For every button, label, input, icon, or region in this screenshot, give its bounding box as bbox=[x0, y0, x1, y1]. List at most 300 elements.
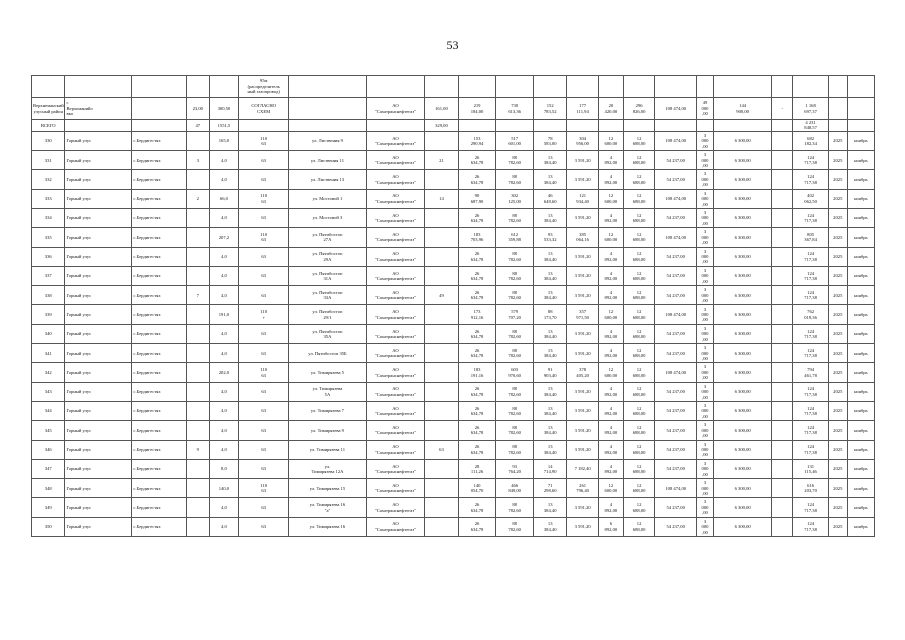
table-cell bbox=[772, 76, 793, 98]
table-cell: 6 892,00 bbox=[598, 517, 623, 536]
table-cell: 63 bbox=[425, 440, 458, 459]
table-cell: 2025 bbox=[828, 344, 847, 363]
table-cell: 66,0 bbox=[209, 189, 238, 208]
table-cell: ул. Тимирязева 5 bbox=[289, 363, 366, 382]
table-cell: 13 384,40 bbox=[533, 401, 566, 420]
table-cell: 4 892,00 bbox=[598, 401, 623, 420]
table-cell: 4,0 bbox=[209, 344, 238, 363]
table-cell: 2025 bbox=[828, 363, 847, 382]
table-cell bbox=[772, 324, 793, 343]
table-cell: 6 300,00 bbox=[713, 305, 772, 324]
table-cell bbox=[425, 459, 458, 478]
table-cell: с.Бердигестях bbox=[132, 401, 186, 420]
table-cell: 88 782,60 bbox=[496, 324, 534, 343]
table-cell: 13 384,40 bbox=[533, 286, 566, 305]
table-cell: АО "Сахатранснефтегаз" bbox=[366, 344, 425, 363]
table-cell: 183 703,96 bbox=[458, 228, 496, 247]
table-cell bbox=[425, 305, 458, 324]
table-cell bbox=[772, 209, 793, 228]
table-cell: 349 bbox=[32, 498, 65, 517]
table-cell: Горный улус bbox=[65, 170, 132, 189]
table-cell: 49 bbox=[425, 286, 458, 305]
table-cell: 6 300,00 bbox=[713, 517, 772, 536]
table-cell: с.Бердигестях bbox=[132, 421, 186, 440]
table-cell: 4 892,00 bbox=[598, 151, 623, 170]
table-cell bbox=[623, 120, 654, 132]
table-cell: 13 384,40 bbox=[533, 266, 566, 285]
table-cell: 6 300,00 bbox=[713, 247, 772, 266]
table-cell bbox=[847, 76, 874, 98]
table-cell: 4 892,00 bbox=[598, 247, 623, 266]
table-cell: 2025 bbox=[828, 209, 847, 228]
table-cell: с.Бердигестях bbox=[132, 479, 186, 498]
table-cell: 3 000 ,00 bbox=[697, 363, 714, 382]
table-cell: 121 934,40 bbox=[567, 189, 598, 208]
table-cell: 2025 bbox=[828, 382, 847, 401]
table-cell: 26 634,78 bbox=[458, 517, 496, 536]
table-cell: ул. Тимирязева 5А bbox=[289, 382, 366, 401]
table-cell: 153 290,94 bbox=[458, 131, 496, 150]
table-cell: 91 903,40 bbox=[533, 363, 566, 382]
table-cell: ноябрь bbox=[847, 131, 874, 150]
table-cell bbox=[132, 98, 186, 120]
table-cell bbox=[425, 401, 458, 420]
table-cell: 300,50 bbox=[209, 98, 238, 120]
table-cell: 88 782,60 bbox=[496, 421, 534, 440]
table-cell: 26 634,78 bbox=[458, 286, 496, 305]
table-cell: 350 bbox=[32, 517, 65, 536]
table-row bbox=[32, 421, 875, 440]
table-cell: с.Бердигестях bbox=[132, 286, 186, 305]
table-cell: 26 634,78 bbox=[458, 170, 496, 189]
table-cell: 3 591,20 bbox=[567, 421, 598, 440]
table-cell: 12 688,00 bbox=[623, 131, 654, 150]
table-cell: 794 461,78 bbox=[793, 363, 829, 382]
table-cell: 144 900,00 bbox=[713, 98, 772, 120]
table-cell: 8,0 bbox=[209, 459, 238, 478]
table-row bbox=[32, 98, 875, 120]
table-cell: 3 000 ,00 bbox=[697, 459, 714, 478]
table-cell: ул. Тимирязева 11 bbox=[289, 440, 366, 459]
table-cell bbox=[186, 344, 209, 363]
table-cell: АО "Сахатранснефтегаз" bbox=[366, 459, 425, 478]
table-cell: АО "Сахатранснефтегаз" bbox=[366, 131, 425, 150]
table-cell bbox=[828, 120, 847, 132]
table-cell bbox=[425, 479, 458, 498]
table-cell bbox=[772, 120, 793, 132]
table-cell: ВСЕГО bbox=[32, 120, 65, 132]
table-cell: 12 688,00 bbox=[623, 189, 654, 208]
table-row bbox=[32, 401, 875, 420]
table-cell: 4 892,00 bbox=[598, 344, 623, 363]
table-cell: 219 184,00 bbox=[458, 98, 496, 120]
table-cell: 54 237,00 bbox=[655, 382, 697, 401]
table-cell bbox=[425, 76, 458, 98]
table-cell: 124 717,38 bbox=[793, 247, 829, 266]
table-cell: 348 bbox=[32, 479, 65, 498]
table-cell: ноябрь bbox=[847, 517, 874, 536]
table-cell: 4,0 bbox=[209, 286, 238, 305]
table-cell: 63 bbox=[239, 421, 289, 440]
table-cell: 13 384,40 bbox=[533, 498, 566, 517]
table-cell: 517 601,00 bbox=[496, 131, 534, 150]
table-cell: 78 583,00 bbox=[533, 131, 566, 150]
table-cell bbox=[366, 76, 425, 98]
table-cell bbox=[772, 382, 793, 401]
table-cell: 49 000 ,00 bbox=[697, 98, 714, 120]
table-cell: 46 648,60 bbox=[533, 189, 566, 208]
table-cell bbox=[772, 151, 793, 170]
table-row bbox=[32, 479, 875, 498]
table-cell: 343 bbox=[32, 382, 65, 401]
table-cell: 4 892,00 bbox=[598, 421, 623, 440]
table-cell bbox=[458, 120, 496, 132]
table-cell: 140,0 bbox=[209, 479, 238, 498]
table-cell bbox=[598, 120, 623, 132]
table-cell: 140 054,70 bbox=[458, 479, 496, 498]
table-cell: 330 bbox=[32, 131, 65, 150]
table-cell bbox=[425, 382, 458, 401]
table-cell: ноябрь bbox=[847, 459, 874, 478]
table-cell bbox=[366, 120, 425, 132]
table-cell: 63 bbox=[239, 266, 289, 285]
table-cell: 12 688,00 bbox=[623, 209, 654, 228]
table-cell: 26 634,78 bbox=[458, 209, 496, 228]
table-cell: 63 bbox=[239, 324, 289, 343]
table-cell: 603 970,60 bbox=[496, 363, 534, 382]
table-cell: 3 591,20 bbox=[567, 247, 598, 266]
table-cell: 88 782,60 bbox=[496, 498, 534, 517]
table-cell: АО "Сахатранснефтегаз" bbox=[366, 382, 425, 401]
table-cell: 63 bbox=[239, 151, 289, 170]
table-cell: 28 111,26 bbox=[458, 459, 496, 478]
table-row bbox=[32, 131, 875, 150]
table-cell: 63 bbox=[239, 401, 289, 420]
table-cell: 296 826,00 bbox=[623, 98, 654, 120]
table-cell bbox=[186, 498, 209, 517]
table-cell: 762 019,36 bbox=[793, 305, 829, 324]
table-cell: 385 064,16 bbox=[567, 228, 598, 247]
table-cell: 682 182,34 bbox=[793, 131, 829, 150]
table-cell: 6 300,00 bbox=[713, 189, 772, 208]
table-cell: АО "Сахатранснефтегаз" bbox=[366, 440, 425, 459]
table-cell: 13 384,40 bbox=[533, 170, 566, 189]
table-cell: ноябрь bbox=[847, 286, 874, 305]
table-cell: 108 474,00 bbox=[655, 131, 697, 150]
table-cell bbox=[828, 98, 847, 120]
table-cell: ул. Тимирязева 16 bbox=[289, 517, 366, 536]
table-cell: 12 600,00 bbox=[598, 131, 623, 150]
table-cell bbox=[772, 305, 793, 324]
table-cell: АО "Сахатранснефтегаз" bbox=[366, 363, 425, 382]
table-cell: 261 796,40 bbox=[567, 479, 598, 498]
table-cell: 4,0 bbox=[209, 266, 238, 285]
table-cell: 13 384,40 bbox=[533, 151, 566, 170]
table-row bbox=[32, 170, 875, 189]
table-cell bbox=[186, 382, 209, 401]
table-row bbox=[32, 459, 875, 478]
table-cell: 3 000 ,00 bbox=[697, 247, 714, 266]
table-cell: АО "Сахатранснефтегаз" bbox=[366, 401, 425, 420]
table-cell: 54 237,00 bbox=[655, 344, 697, 363]
table-cell: 4,0 bbox=[209, 151, 238, 170]
table-cell: 124 717,38 bbox=[793, 440, 829, 459]
table-cell: 3 000 ,00 bbox=[697, 170, 714, 189]
table-cell: с.Бердигестях bbox=[132, 382, 186, 401]
table-cell: 54 237,00 bbox=[655, 459, 697, 478]
table-cell: ул. Листвения 11 bbox=[289, 151, 366, 170]
table-cell bbox=[655, 120, 697, 132]
table-cell: 3 000 ,00 bbox=[697, 479, 714, 498]
table-cell bbox=[425, 209, 458, 228]
table-cell bbox=[425, 228, 458, 247]
table-cell: с Верхоманийо вка bbox=[65, 98, 132, 120]
table-cell: 108 474,00 bbox=[655, 479, 697, 498]
table-cell: ул. Тимирязева 7 bbox=[289, 401, 366, 420]
table-cell: 4 892,00 bbox=[598, 324, 623, 343]
table-cell: 124 717,38 bbox=[793, 209, 829, 228]
table-cell bbox=[186, 401, 209, 420]
table-cell: 161,00 bbox=[425, 98, 458, 120]
table-cell: 331 bbox=[32, 151, 65, 170]
table-cell: 12 600,00 bbox=[598, 305, 623, 324]
table-cell: 2025 bbox=[828, 266, 847, 285]
table-cell bbox=[533, 76, 566, 98]
table-row bbox=[32, 305, 875, 324]
table-cell: ул. Пятибостоп 29А bbox=[289, 247, 366, 266]
table-cell: Горный улус bbox=[65, 363, 132, 382]
table-cell: с.Бердигестях bbox=[132, 170, 186, 189]
table-cell: 4,0 bbox=[209, 382, 238, 401]
table-cell: 54 237,00 bbox=[655, 266, 697, 285]
table-cell: 63 bbox=[239, 440, 289, 459]
table-cell: 21 bbox=[425, 151, 458, 170]
table-cell bbox=[623, 76, 654, 98]
table-cell: 124 717,38 bbox=[793, 517, 829, 536]
table-cell bbox=[772, 344, 793, 363]
table-cell: с.Бердигестях bbox=[132, 363, 186, 382]
table-cell: 13 384,40 bbox=[533, 344, 566, 363]
table-cell: 54 237,00 bbox=[655, 498, 697, 517]
table-cell: 342 bbox=[32, 363, 65, 382]
table-row bbox=[32, 344, 875, 363]
table-cell bbox=[772, 266, 793, 285]
table-cell: 124 717,38 bbox=[793, 382, 829, 401]
table-cell: 3 591,20 bbox=[567, 324, 598, 343]
table-cell: с.Бердигестях bbox=[132, 131, 186, 150]
table-cell: 12 600,00 bbox=[598, 479, 623, 498]
table-cell: Горный улус bbox=[65, 440, 132, 459]
table-cell: 63 bbox=[239, 247, 289, 266]
table-cell: 334 bbox=[32, 209, 65, 228]
table-cell: 88 782,60 bbox=[496, 382, 534, 401]
table-cell bbox=[65, 120, 132, 132]
table-cell: 177 111,94 bbox=[567, 98, 598, 120]
table-cell bbox=[425, 421, 458, 440]
table-cell: ул. Листвения 13 bbox=[289, 170, 366, 189]
table-cell: ноябрь bbox=[847, 344, 874, 363]
table-cell: ул. Тимирязева 9 bbox=[289, 421, 366, 440]
table-cell: 12 688,00 bbox=[623, 382, 654, 401]
table-row bbox=[32, 363, 875, 382]
table-row bbox=[32, 440, 875, 459]
table-cell: 110 63 bbox=[239, 131, 289, 150]
table-cell bbox=[186, 131, 209, 150]
table-cell: ноябрь bbox=[847, 266, 874, 285]
table-cell: 12 600,00 bbox=[598, 363, 623, 382]
page-number: 53 bbox=[446, 38, 459, 52]
table-cell: Горный улус bbox=[65, 189, 132, 208]
table-cell: 95м (распределитель ный газопровод) bbox=[239, 76, 289, 98]
table-cell: 26 634,78 bbox=[458, 324, 496, 343]
table-cell: 1 168 697,37 bbox=[793, 98, 829, 120]
table-cell: 110 + bbox=[239, 305, 289, 324]
table-cell: 3 000 ,00 bbox=[697, 266, 714, 285]
table-cell: 6 300,00 bbox=[713, 131, 772, 150]
table-cell: 2025 bbox=[828, 228, 847, 247]
table-cell bbox=[533, 120, 566, 132]
table-cell: 402 062,50 bbox=[793, 189, 829, 208]
table-cell: 6 300,00 bbox=[713, 286, 772, 305]
table-cell: 88 782,60 bbox=[496, 401, 534, 420]
table-cell: 347 bbox=[32, 459, 65, 478]
table-cell bbox=[772, 170, 793, 189]
table-cell: 3 000 ,00 bbox=[697, 286, 714, 305]
table-cell: Горный улус bbox=[65, 286, 132, 305]
table-cell: 12 688,00 bbox=[623, 228, 654, 247]
table-cell: 88 173,70 bbox=[533, 305, 566, 324]
table-cell: 110 63 bbox=[239, 479, 289, 498]
table-cell: 12 688,00 bbox=[623, 344, 654, 363]
table-cell: 329,00 bbox=[425, 120, 458, 132]
table-cell: ноябрь bbox=[847, 401, 874, 420]
table-cell: 12 688,00 bbox=[623, 440, 654, 459]
table-cell: Горный улус bbox=[65, 498, 132, 517]
table-cell bbox=[567, 120, 598, 132]
table-cell: 54 237,00 bbox=[655, 209, 697, 228]
table-cell bbox=[186, 305, 209, 324]
table-cell: 2025 bbox=[828, 459, 847, 478]
table-cell: 4,0 bbox=[209, 440, 238, 459]
table-cell: 6 300,00 bbox=[713, 479, 772, 498]
table-cell: Горный улус bbox=[65, 266, 132, 285]
table-cell: 12 688,00 bbox=[623, 266, 654, 285]
table-cell: 110 63 bbox=[239, 189, 289, 208]
table-cell bbox=[425, 517, 458, 536]
table-cell: с.Бердигестях bbox=[132, 459, 186, 478]
table-cell: 124 717,38 bbox=[793, 170, 829, 189]
table-cell: 2025 bbox=[828, 151, 847, 170]
table-cell bbox=[772, 228, 793, 247]
table-cell: ул. Пятибостоп 33А bbox=[289, 286, 366, 305]
table-cell: 3 000 ,00 bbox=[697, 498, 714, 517]
table-cell: 124 717,38 bbox=[793, 421, 829, 440]
table-cell bbox=[697, 76, 714, 98]
table-cell: 108 474,00 bbox=[655, 305, 697, 324]
table-cell: 6 300,00 bbox=[713, 459, 772, 478]
table-cell: 3 000 ,00 bbox=[697, 344, 714, 363]
table-cell: 4 892,00 bbox=[598, 382, 623, 401]
table-cell bbox=[132, 120, 186, 132]
table-row bbox=[32, 189, 875, 208]
table-cell: 3 000 ,00 bbox=[697, 305, 714, 324]
table-cell: 2025 bbox=[828, 479, 847, 498]
table-cell: Горный улус bbox=[65, 401, 132, 420]
table-cell bbox=[186, 421, 209, 440]
data-table bbox=[31, 75, 875, 537]
table-row bbox=[32, 76, 875, 98]
table-cell: 805 367,84 bbox=[793, 228, 829, 247]
table-cell bbox=[772, 479, 793, 498]
table-cell: 12 688,00 bbox=[623, 401, 654, 420]
table-cell: с.Бердигестях bbox=[132, 247, 186, 266]
table-cell: 26 634,78 bbox=[458, 247, 496, 266]
table-cell: 302 125,00 bbox=[496, 189, 534, 208]
table-cell: 337 bbox=[32, 266, 65, 285]
table-cell: 124 717,38 bbox=[793, 498, 829, 517]
table-cell: с.Бердигестях bbox=[132, 324, 186, 343]
table-cell: с.Бердигестях bbox=[132, 440, 186, 459]
table-cell: 54 237,00 bbox=[655, 324, 697, 343]
table-cell bbox=[425, 344, 458, 363]
table-cell: - bbox=[772, 98, 793, 120]
table-cell: 335 bbox=[32, 228, 65, 247]
table-cell: 3 591,20 bbox=[567, 209, 598, 228]
table-cell: 2025 bbox=[828, 401, 847, 420]
table-cell: 4,0 bbox=[209, 247, 238, 266]
table-cell: 612 359,88 bbox=[496, 228, 534, 247]
table-cell: АО "Сахатранснефтегаз" bbox=[366, 498, 425, 517]
table-cell bbox=[209, 76, 238, 98]
table-cell: 88 782,60 bbox=[496, 440, 534, 459]
table-cell: ноябрь bbox=[847, 151, 874, 170]
table-cell: 4 892,00 bbox=[598, 440, 623, 459]
table-cell: 88 782,60 bbox=[496, 170, 534, 189]
table-cell: 2025 bbox=[828, 170, 847, 189]
table-cell: ул. Тимирязева 12А bbox=[289, 459, 366, 478]
table-cell: Горный улус bbox=[65, 421, 132, 440]
table-cell: 4 892,00 bbox=[598, 286, 623, 305]
table-cell bbox=[697, 120, 714, 132]
table-cell: ул. Мостовой 3 bbox=[289, 209, 366, 228]
table-cell bbox=[425, 247, 458, 266]
table-cell: 183 191,16 bbox=[458, 363, 496, 382]
table-cell: 131 115,46 bbox=[793, 459, 829, 478]
table-cell: ул. Пятибостоп 29/1 bbox=[289, 305, 366, 324]
table-cell bbox=[186, 324, 209, 343]
table-cell: 12 688,00 bbox=[623, 363, 654, 382]
table-cell: 12 688,00 bbox=[623, 305, 654, 324]
table-cell: 12 688,00 bbox=[623, 479, 654, 498]
table-cell bbox=[567, 76, 598, 98]
table-cell: АО "Сахатранснефтегаз" bbox=[366, 209, 425, 228]
table-cell: 6 300,00 bbox=[713, 363, 772, 382]
table-cell: с.Бердигестях bbox=[132, 344, 186, 363]
table-cell: 2025 bbox=[828, 247, 847, 266]
table-cell: Горный улус bbox=[65, 344, 132, 363]
table-cell: 340 bbox=[32, 324, 65, 343]
table-cell bbox=[772, 131, 793, 150]
table-cell bbox=[847, 120, 874, 132]
table-row bbox=[32, 209, 875, 228]
table-cell: 3 000 ,00 bbox=[697, 517, 714, 536]
table-cell: АО "Сахатранснефтегаз" bbox=[366, 98, 425, 120]
table-cell: 13 384,40 bbox=[533, 517, 566, 536]
table-cell: 338 bbox=[32, 286, 65, 305]
table-cell: 12 688,00 bbox=[623, 517, 654, 536]
table-cell: ул. Тимирязева 16 "а" bbox=[289, 498, 366, 517]
table-row bbox=[32, 120, 875, 132]
